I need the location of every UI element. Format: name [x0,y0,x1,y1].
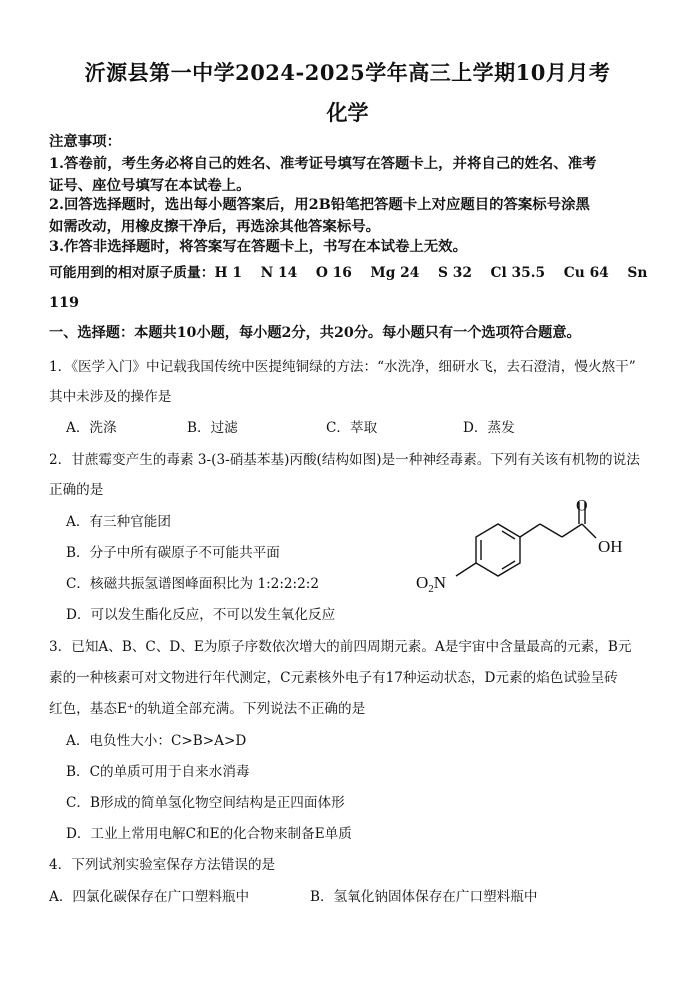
exam-title: 沂源县第一中学2024-2025学年高三上学期10月月考 [84,60,611,85]
section-1-heading: 一、选择题：本题共10小题，每小题2分，共20分。每小题只有一个选项符合题意。 [49,325,581,341]
question-1-option-a: A．洗涤 [66,420,117,436]
nitro-bond [456,563,476,576]
notice-item-2-line-2: 如需改动，用橡皮擦干净后，再选涂其他答案标号。 [49,218,380,235]
question-2-option-c: C．核磁共振氢谱图峰面积比为 1:2:2:2:2 [66,576,320,592]
question-1-option-d: D．蒸发 [463,420,515,436]
question-3-stem-line-2: 素的一种核素可对文物进行年代测定，C元素核外电子有17种运动状态，D元素的焰色试验呈砖 [49,670,618,686]
structure-label-o: O [576,500,588,515]
structural-formula-diagram [410,500,640,600]
atomic-masses-line-1: 可能用到的相对原子质量：H 1 N 14 O 16 Mg 24 S 32 Cl 35.5 Cu 64 Sn [49,265,648,281]
question-1-option-b: B．过滤 [187,420,238,436]
benzene-ring [476,524,520,576]
notice-item-1-line-1: 1.答卷前，考生务必将自己的姓名、准考证号填写在答题卡上，并将自己的姓名、准考 [49,155,597,172]
question-2-option-d: D．可以发生酯化反应，不可以发生氧化反应 [66,607,336,623]
question-3-option-d: D．工业上常用电解C和E的化合物来制备E单质 [66,826,352,842]
subject-title: 化学 [326,100,369,125]
question-2-stem-line-2: 正确的是 [49,482,104,498]
question-3-option-b: B．C的单质可用于自来水消毒 [66,764,250,780]
question-1-option-c: C．萃取 [326,420,378,436]
question-3-option-c: C．B形成的简单氢化物空间结构是正四面体形 [66,795,345,811]
question-4-option-a: A．四氯化碳保存在广口塑料瓶中 [49,889,250,905]
question-1-stem-line-2: 其中未涉及的操作是 [49,389,172,405]
structure-label-no2: $O_2N$ [416,573,447,595]
question-3-option-a: A．电负性大小：C>B>A>D [66,733,247,749]
question-2-option-b: B．分子中所有碳原子不可能共平面 [66,545,280,561]
question-3-stem-line-1: 3．已知A、B、C、D、E为原子序数依次增大的前四周期元素。A是宇宙中含量最高的元素，B元 [49,639,632,655]
notice-item-3: 3.作答非选择题时，将答案写在答题卡上，书写在本试卷上无效。 [49,238,467,255]
notice-item-1-line-2: 证号、座位号填写在本试卷上。 [49,177,251,194]
question-2-option-a: A．有三种官能团 [66,514,171,530]
question-3-stem-line-3: 红色，基态E⁺的轨道全部充满。下列说法不正确的是 [49,701,366,717]
atomic-masses-line-2: 119 [49,294,80,311]
question-2-stem-line-1: 2．甘蔗霉变产生的毒素 3-(3-硝基苯基)丙酸(结构如图)是一种神经毒素。下列有关该有机物的说法 [49,452,640,468]
structure-label-oh: OH [598,537,623,556]
notice-heading: 注意事项： [49,133,121,150]
question-4-option-b: B．氢氧化钠固体保存在广口塑料瓶中 [310,889,538,905]
question-1-stem-line-1: 1．《医学入门》中记载我国传统中医提纯铜绿的方法：“水洗净，细研水飞，去石澄清，慢火熬干” [49,359,636,375]
question-4-stem: 4．下列试剂实验室保存方法错误的是 [49,857,276,873]
notice-item-2-line-1: 2.回答选择题时，选出每小题答案后，用2B铅笔把答题卡上对应题目的答案标号涂黑 [49,196,590,213]
